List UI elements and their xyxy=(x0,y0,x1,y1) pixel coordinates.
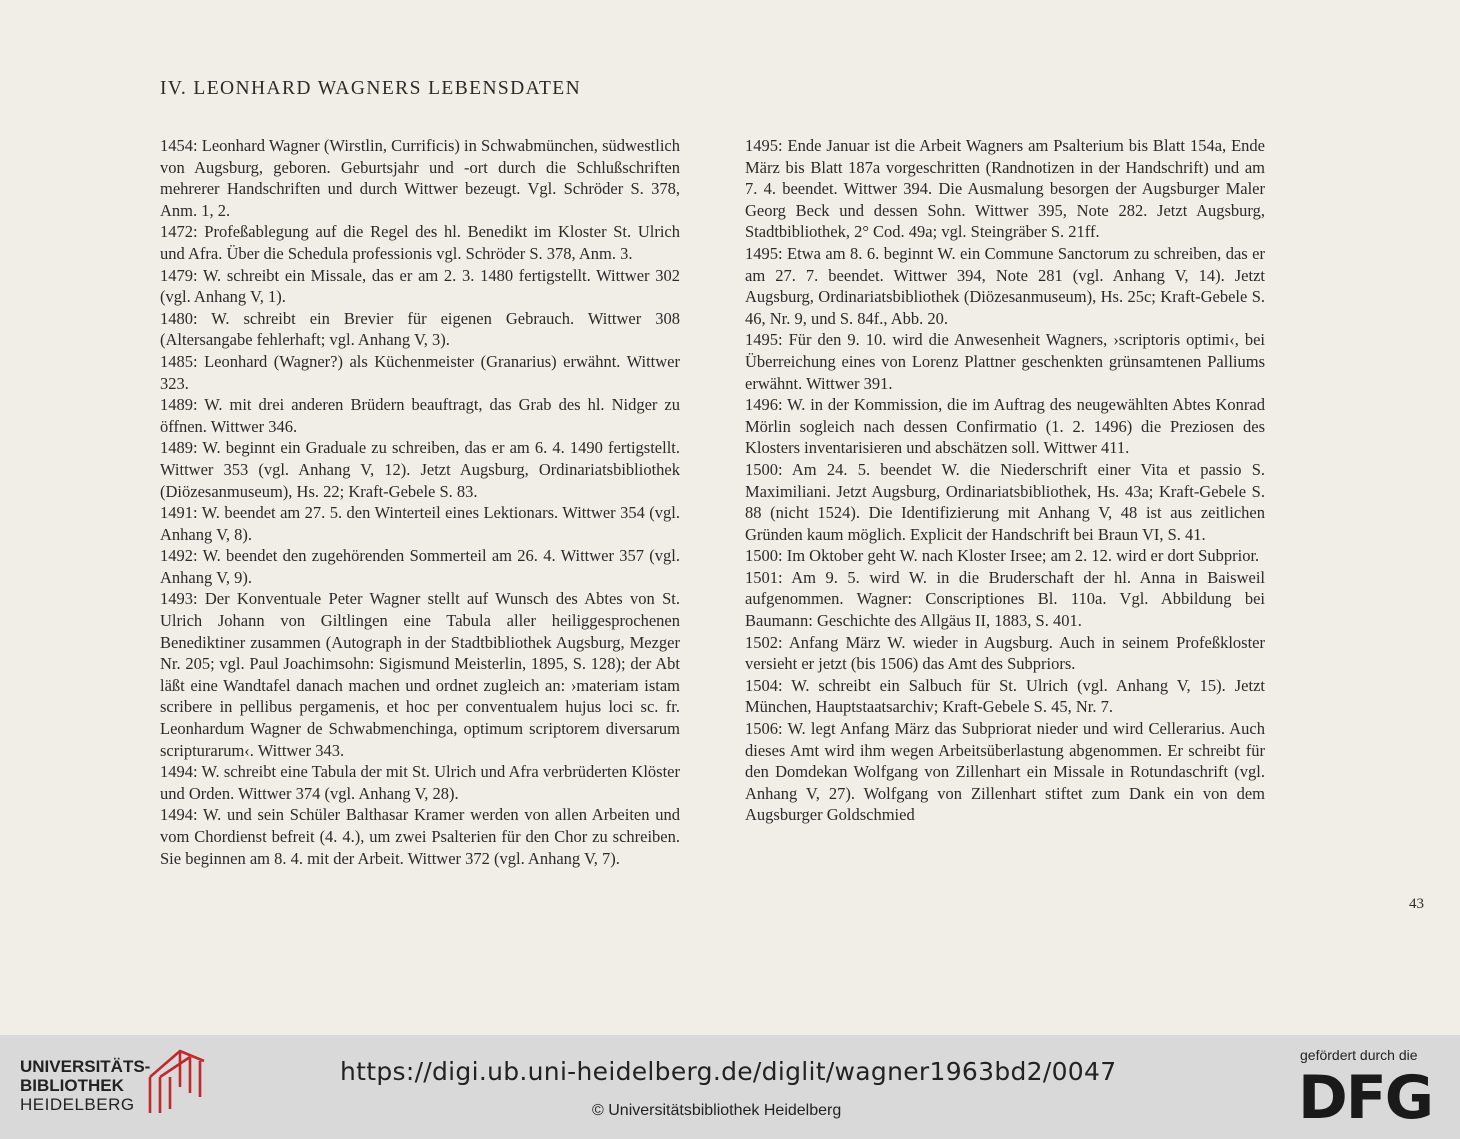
chronology-entry: 1493: Der Konventuale Peter Wagner stellt auf Wunsch des Abtes von St. Ulrich Johann von Giltlingen eine Tabula aller heiliggesprochenen Benediktiner zusammen (Autograph in der Stadtbibliothek Augsburg, Mezger Nr. 205; vgl. Paul Joachimsohn: Sigismund Meisterlin, 1895, S. 128); der Abt läßt eine Wandtafel danach machen und ordnet zugleich an: ›materiam istam scribere in pellibus pergamenis, et hoc per conventualem hujus loci sc. fr. Leonhardum Wagner de Schwabmenchinga, optimum scriptorem diversarum scripturarum‹. Wittwer 343. xyxy=(160,589,680,760)
logo-text xyxy=(20,1057,150,1114)
chronology-entry: 1495: Für den 9. 10. wird die Anwesenheit Wagners, ›scriptoris optimi‹, bei Überreichung eines von Lorenz Plattner geschenkten grünsamtenen Palliums erwähnt. Wittwer 391. xyxy=(745,330,1265,393)
chronology-entry: 1495: Etwa am 8. 6. beginnt W. ein Commune Sanctorum zu schreiben, das er am 27. 7. beendet. Wittwer 394, Note 281 (vgl. Anhang V, 14). Jetzt Augsburg, Ordinariatsbibliothek (Diözesanmuseum), Hs. 25c; Kraft-Gebele S. 46, Nr. 9, und S. 84f., Abb. 20. xyxy=(745,243,1265,328)
chronology-entry: 1491: W. beendet am 27. 5. den Winterteil eines Lektionars. Wittwer 354 (vgl. Anhang V, 8). xyxy=(160,503,680,544)
footer-bar xyxy=(0,1035,1460,1139)
left-column xyxy=(160,135,680,869)
chronology-entry: 1472: Profeßablegung auf die Regel des hl. Benedikt im Kloster St. Ulrich und Afra. Über die Schedula professionis vgl. Schröder S. 378, Anm. 3. xyxy=(160,222,680,263)
chronology-entry: 1500: Am 24. 5. beendet W. die Niederschrift einer Vita et passio S. Maximiliani. Jetzt Augsburg, Ordinariatsbibliothek, Hs. 43a; Kraft-Gebele S. 88 (nicht 1524). Die Identifizierung mit Anhang V, 48 ist aus zeitlichen Gründen kaum möglich. Explicit der Handschrift bei Braun VI, S. 41. xyxy=(745,459,1265,544)
chronology-entry: 1502: Anfang März W. wieder in Augsburg. Auch in seinem Profeßkloster versieht er jetzt (bis 1506) das Amt des Subpriors. xyxy=(745,632,1265,674)
chronology-entry: 1480: W. schreibt ein Brevier für eigenen Gebrauch. Wittwer 308 (Altersangabe fehlerhaft; vgl. Anhang V, 3). xyxy=(160,308,680,350)
funding-caption: gefördert durch die xyxy=(1300,1047,1418,1063)
chronology-entry: 1492: W. beendet den zugehörenden Sommerteil am 26. 4. Wittwer 357 (vgl. Anhang V, 9). xyxy=(160,546,680,587)
chronology-entry: 1496: W. in der Kommission, die im Auftrag des neugewählten Abtes Konrad Mörlin sogleich nach dessen Confirmatio (1. 2. 1496) die Preziosen des Klosters inventarisieren und abschätzen soll. Wittwer 411. xyxy=(745,395,1265,458)
page-number: 43 xyxy=(1409,896,1424,912)
chronology-entry: 1506: W. legt Anfang März das Subpriorat nieder und wird Cellerarius. Auch dieses Amt wird ihm wegen Arbeitsüberlastung abgenommen. Er schreibt für den Domdekan Wolfgang von Zillenhart ein Missale in Rotundaschrift (vgl. Anhang V, 27). Wolfgang von Zillenhart stiftet zum Dank ein von dem Augsburger Goldschmied xyxy=(745,719,1265,825)
copyright-notice: © Universitätsbibliothek Heidelberg xyxy=(592,1102,842,1119)
library-mark-icon xyxy=(146,1047,208,1117)
chronology-entry: 1504: W. schreibt ein Salbuch für St. Ulrich (vgl. Anhang V, 15). Jetzt München, Hauptstaatsarchiv; Kraft-Gebele S. 45, Nr. 7. xyxy=(745,675,1265,717)
chronology-entry: 1454: Leonhard Wagner (Wirstlin, Currificis) in Schwabmünchen, südwestlich von Augsburg, geboren. Geburtsjahr und -ort durch die Schlußschriften mehrerer Handschriften und durch Wittwer bezeugt. Vgl. Schröder S. 378, Anm. 1, 2. xyxy=(160,136,680,220)
chronology-entry: 1489: W. beginnt ein Graduale zu schreiben, das er am 6. 4. 1490 fertigstellt. Wittwer 353 (vgl. Anhang V, 12). Jetzt Augsburg, Ordinariatsbibliothek (Diözesanmuseum), Hs. 22; Kraft-Gebele S. 83. xyxy=(160,438,680,501)
chronology-entry: 1485: Leonhard (Wagner?) als Küchenmeister (Granarius) erwähnt. Wittwer 323. xyxy=(160,351,680,393)
chronology-entry: 1494: W. und sein Schüler Balthasar Kramer werden von allen Arbeiten und vom Chordienst befreit (4. 4.), um zwei Psalterien für den Chor zu schreiben. Sie beginnen am 8. 4. mit der Arbeit. Wittwer 372 (vgl. Anhang V, 7). xyxy=(160,805,680,868)
chronology-entry: 1501: Am 9. 5. wird W. in die Bruderschaft der hl. Anna in Baisweil aufgenommen. Wagner: Conscriptiones Bl. 110a. Vgl. Abbildung bei Baumann: Geschichte des Allgäus II, 1883, S. 401. xyxy=(745,567,1265,631)
running-head: IV. LEONHARD WAGNERS LEBENSDATEN xyxy=(160,78,582,99)
university-library-logo[interactable] xyxy=(20,1057,210,1127)
logo-line-2: BIBLIOTHEK xyxy=(20,1076,124,1095)
right-column xyxy=(745,135,1265,826)
permalink-url[interactable]: https://digi.ub.uni-heidelberg.de/diglit/wagner1963bd2/0047 xyxy=(340,1057,1117,1086)
chronology-entry: 1489: W. mit drei anderen Brüdern beauftragt, das Grab des hl. Nidger zu öffnen. Wittwer 346. xyxy=(160,395,680,436)
logo-line-1: UNIVERSITÄTS- xyxy=(20,1057,151,1076)
chronology-entry: 1495: Ende Januar ist die Arbeit Wagners am Psalterium bis Blatt 154a, Ende März bis Blatt 187a vorgeschritten (Randnotizen in der Handschrift) und am 7. 4. beendet. Wittwer 394. Die Ausmalung besorgen der Augsburger Maler Georg Beck und dessen Sohn. Wittwer 395, Note 282. Jetzt Augsburg, Stadtbibliothek, 2° Cod. 49a; vgl. Steingräber S. 21ff. xyxy=(745,136,1265,242)
chronology-entry: 1500: Im Oktober geht W. nach Kloster Irsee; am 2. 12. wird er dort Subprior. xyxy=(745,546,1260,566)
chronology-entry: 1479: W. schreibt ein Missale, das er am 2. 3. 1480 fertigstellt. Wittwer 302 (vgl. Anhang V, 1). xyxy=(160,265,680,307)
logo-line-3: HEIDELBERG xyxy=(20,1095,135,1114)
dfg-logo[interactable]: DFG xyxy=(1298,1063,1433,1133)
chronology-entry: 1494: W. schreibt eine Tabula der mit St. Ulrich und Afra verbrüderten Klöster und Orden. Wittwer 374 (vgl. Anhang V, 28). xyxy=(160,762,680,803)
